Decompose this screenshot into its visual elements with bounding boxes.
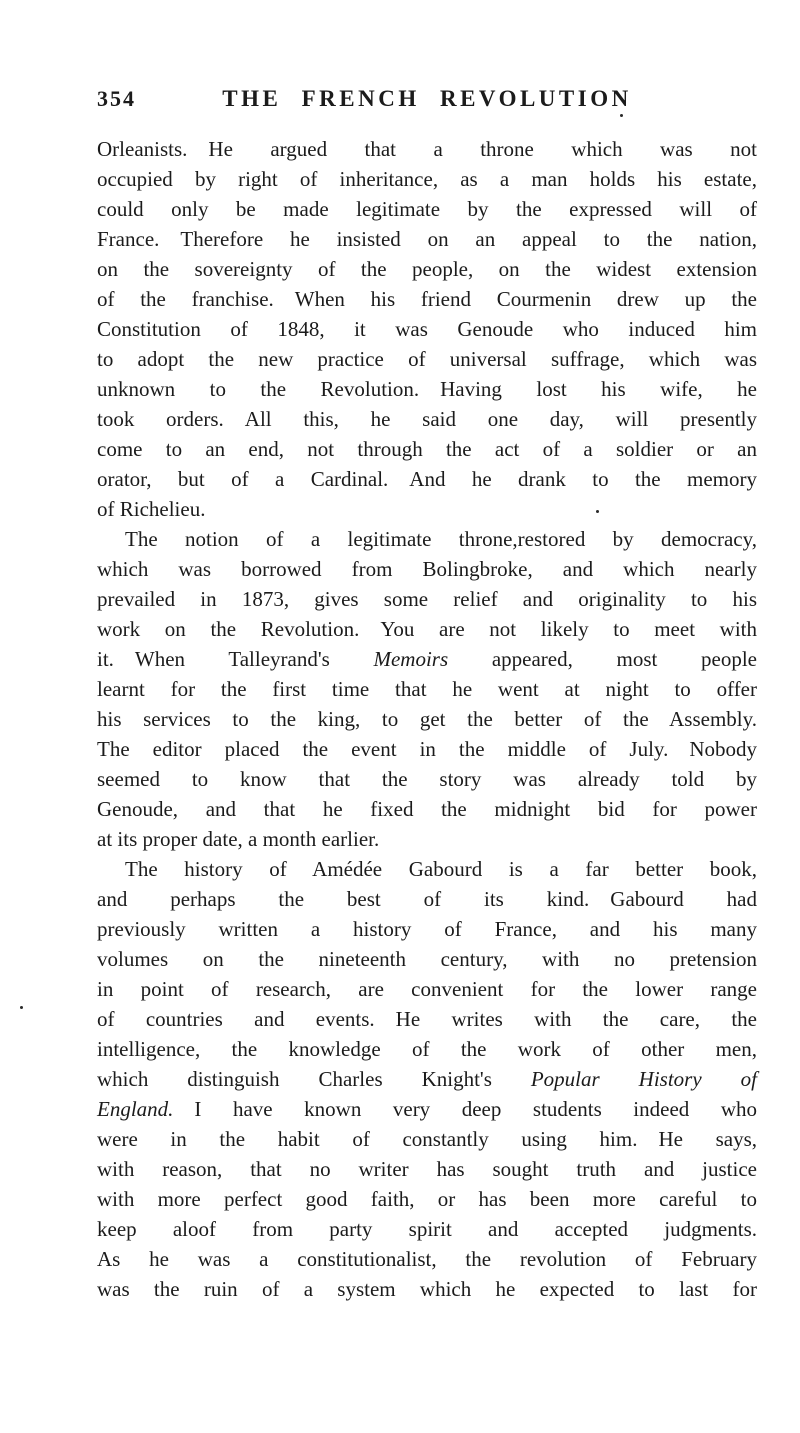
- text-segment: orator, but of a Cardinal. And he drank to the memory: [97, 467, 757, 491]
- text-line: [97, 794, 757, 824]
- text-segment: was the ruin of a system which he expected to last for: [97, 1277, 757, 1301]
- ink-speck: [20, 1006, 23, 1009]
- text-segment: I have known very deep students indeed who: [173, 1097, 757, 1121]
- text-line: [97, 404, 757, 434]
- text-segment: learnt for the first time that he went at night to offer: [97, 677, 757, 701]
- text-line: [97, 1184, 757, 1214]
- text-segment: and perhaps the best of its kind. Gabourd had: [97, 887, 757, 911]
- text-segment: it. When Talleyrand's: [97, 647, 374, 671]
- text-line: [97, 344, 757, 374]
- text-segment: which was borrowed from Bolingbroke, and which nearly: [97, 557, 757, 581]
- text-segment: France. Therefore he insisted on an appeal to the nation,: [97, 227, 757, 251]
- text-column: [97, 134, 757, 1304]
- text-line: [97, 1274, 757, 1304]
- text-line: [97, 134, 757, 164]
- text-segment: intelligence, the knowledge of the work of other men,: [97, 1037, 757, 1061]
- text-line: [97, 554, 757, 584]
- text-line: [97, 1064, 757, 1094]
- text-segment: Genoude, and that he fixed the midnight bid for power: [97, 797, 757, 821]
- text-line: [97, 764, 757, 794]
- text-segment: of the franchise. When his friend Courmenin drew up the: [97, 287, 757, 311]
- ink-speck: [620, 114, 623, 117]
- italic-text: England.: [97, 1097, 174, 1121]
- text-segment: keep aloof from party spirit and accepted judgments.: [97, 1217, 757, 1241]
- text-segment: previously written a history of France, and his many: [97, 917, 757, 941]
- ink-speck: [596, 510, 599, 513]
- text-segment: took orders. All this, he said one day, will presently: [97, 407, 757, 431]
- text-line: [97, 524, 757, 554]
- text-segment: with reason, that no writer has sought truth and justice: [97, 1157, 757, 1181]
- italic-text: Popular History of: [530, 1067, 757, 1091]
- text-line: [97, 584, 757, 614]
- text-line: [97, 854, 757, 884]
- text-segment: of Richelieu.: [97, 497, 206, 521]
- text-line: [97, 884, 757, 914]
- text-line: [97, 974, 757, 1004]
- text-line: [97, 254, 757, 284]
- text-line: [97, 824, 757, 854]
- text-segment: The notion of a legitimate throne,restored by democracy,: [125, 527, 757, 551]
- text-segment: The editor placed the event in the middle of July. Nobody: [97, 737, 757, 761]
- text-segment: on the sovereignty of the people, on the widest extension: [97, 257, 757, 281]
- text-segment: in point of research, are convenient for the lower range: [97, 977, 757, 1001]
- text-segment: prevailed in 1873, gives some relief and originality to his: [97, 587, 757, 611]
- text-segment: his services to the king, to get the better of the Assembly.: [97, 707, 757, 731]
- page-number: 354: [97, 86, 136, 111]
- text-line: [97, 194, 757, 224]
- text-line: [97, 464, 757, 494]
- text-segment: unknown to the Revolution. Having lost his wife, he: [97, 377, 757, 401]
- running-head: [97, 84, 757, 114]
- text-segment: which distinguish Charles Knight's: [97, 1067, 531, 1091]
- text-line: [97, 284, 757, 314]
- text-line: [97, 614, 757, 644]
- text-line: [97, 374, 757, 404]
- text-line: [97, 914, 757, 944]
- text-line: [97, 1244, 757, 1274]
- text-line: [97, 704, 757, 734]
- text-segment: could only be made legitimate by the expressed will of: [97, 197, 757, 221]
- page-title: THE FRENCH REVOLUTION: [222, 86, 632, 111]
- text-segment: Orleanists. He argued that a throne which was not: [97, 137, 757, 161]
- text-segment: were in the habit of constantly using him. He says,: [97, 1127, 757, 1151]
- text-line: [97, 944, 757, 974]
- text-segment: As he was a constitutionalist, the revolution of February: [97, 1247, 757, 1271]
- text-line: [97, 434, 757, 464]
- text-line: [97, 1214, 757, 1244]
- text-line: [97, 1004, 757, 1034]
- text-line: [97, 224, 757, 254]
- text-segment: occupied by right of inheritance, as a man holds his estate,: [97, 167, 757, 191]
- text-segment: come to an end, not through the act of a soldier or an: [97, 437, 757, 461]
- text-line: [97, 1094, 757, 1124]
- text-line: [97, 494, 757, 524]
- text-segment: seemed to know that the story was already told by: [97, 767, 757, 791]
- text-line: [97, 314, 757, 344]
- text-line: [97, 1154, 757, 1184]
- text-segment: The history of Amédée Gabourd is a far better book,: [125, 857, 757, 881]
- text-line: [97, 164, 757, 194]
- text-line: [97, 734, 757, 764]
- text-segment: with more perfect good faith, or has been more careful to: [97, 1187, 757, 1211]
- text-segment: to adopt the new practice of universal suffrage, which was: [97, 347, 757, 371]
- text-line: [97, 674, 757, 704]
- text-line: [97, 1124, 757, 1154]
- text-segment: at its proper date, a month earlier.: [97, 827, 380, 851]
- text-segment: Constitution of 1848, it was Genoude who induced him: [97, 317, 757, 341]
- text-segment: work on the Revolution. You are not likely to meet with: [97, 617, 757, 641]
- text-segment: appeared, most people: [448, 647, 757, 671]
- italic-text: Memoirs: [373, 647, 449, 671]
- text-line: [97, 644, 757, 674]
- text-segment: volumes on the nineteenth century, with no pretension: [97, 947, 757, 971]
- text-segment: of countries and events. He writes with the care, the: [97, 1007, 757, 1031]
- text-line: [97, 1034, 757, 1064]
